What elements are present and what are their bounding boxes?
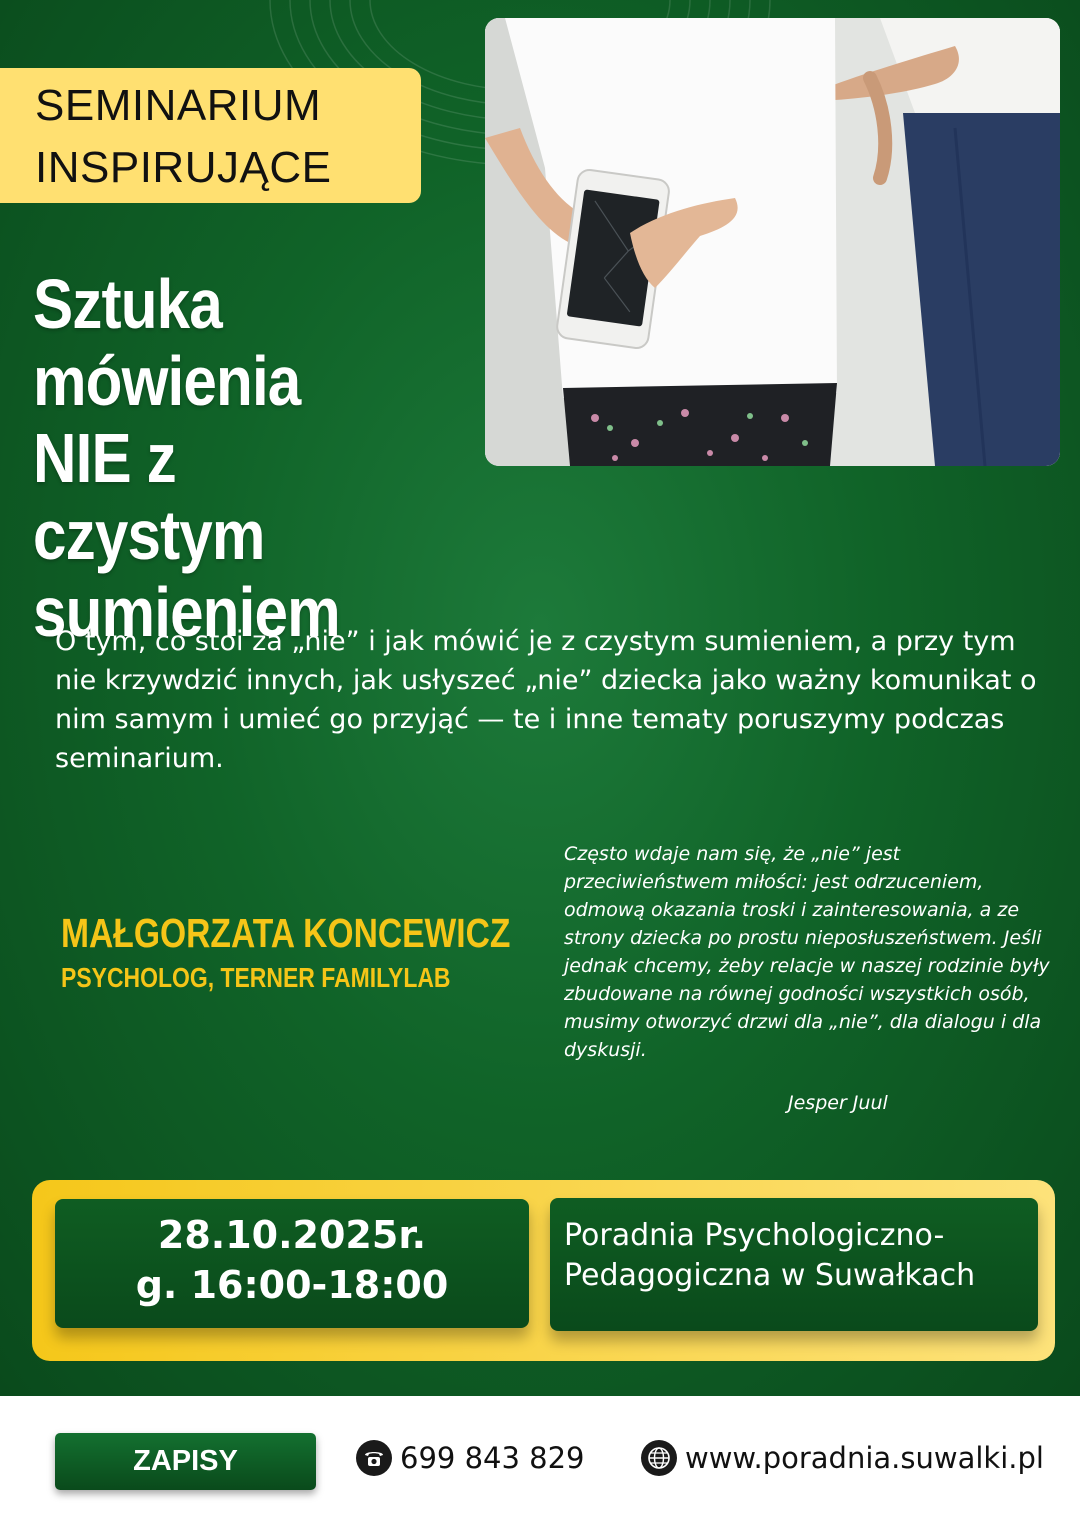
globe-icon: [641, 1440, 677, 1476]
quote-text: Często wdaje nam się, że „nie” jest przeciwieństwem miłości: jest odrzuceniem, odmową okazania troski i zainteresowania, a ze strony dziecka po prostu nieposłuszeństwem. Jeśli jednak chcemy, żeby relacje w naszej rodzinie były zbudowane na równej godności wszystkich osób, musimy otworzyć drzwi dla „nie”, dla dialogu i dla dyskusji.: [564, 843, 1050, 1061]
page-title: Sztuka mówienia NIE z czystym sumieniem: [33, 265, 340, 651]
website-url: www.poradnia.suwalki.pl: [685, 1441, 1044, 1475]
child-hiding-phone-illustration: [485, 18, 1060, 466]
event-time: g. 16:00-18:00: [135, 1263, 449, 1307]
website-link[interactable]: [641, 1440, 1044, 1476]
event-place: Poradnia Psychologiczno-Pedagogiczna w Suwałkach: [564, 1218, 976, 1293]
telephone-icon: [356, 1440, 392, 1476]
badge-line-2: INSPIRUJĄCE: [35, 143, 332, 192]
speaker-name: MAŁGORZATA KONCEWICZ: [61, 910, 511, 956]
event-place-box: [550, 1198, 1038, 1331]
event-date-box: [55, 1199, 529, 1328]
phone-number: 699 843 829: [400, 1441, 585, 1475]
phone-contact[interactable]: [356, 1440, 585, 1476]
event-date: 28.10.2025r.: [157, 1213, 427, 1257]
badge-line-1: SEMINARIUM: [35, 81, 322, 130]
hero-photo: [485, 18, 1060, 466]
intro-paragraph: O tym, co stoi za „nie” i jak mówić je z czystym sumieniem, a przy tym nie krzywdzić innych, jak usłyszeć „nie” dziecka jako ważny komunikat o nim samym i umieć go przyjąć — te i inne tematy poruszymy podczas seminarium.: [55, 626, 1037, 774]
signup-button[interactable]: ZAPISY: [55, 1433, 316, 1490]
speaker-role: PSYCHOLOG, TERNER FAMILYLAB: [61, 962, 451, 993]
quote-author: Jesper Juul: [788, 1092, 888, 1114]
